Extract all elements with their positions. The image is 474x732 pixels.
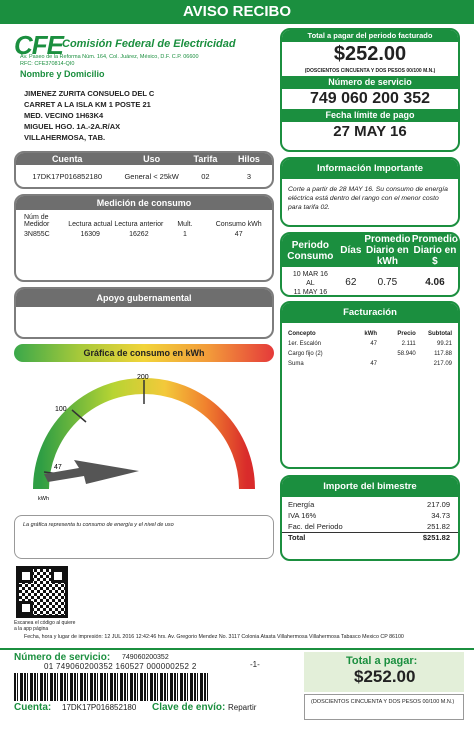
meter-header: Núm de Medidor xyxy=(24,214,50,228)
info-box xyxy=(280,157,460,227)
table-row: Energía 217.09 xyxy=(288,500,450,509)
address-section-title: Nombre y Domicilio xyxy=(20,69,105,79)
table-row: Suma 47 217.09 xyxy=(288,361,452,367)
header-bar xyxy=(0,0,474,24)
total-amount: $252.00 xyxy=(333,43,407,65)
period-amount-title: Importe del bimestre xyxy=(282,477,458,497)
footer-send-value: Repartir xyxy=(228,703,257,712)
avg-money-value: 4.06 xyxy=(425,276,445,288)
page-number: -1- xyxy=(250,660,260,669)
billing-box xyxy=(280,301,460,469)
summary-box xyxy=(280,28,460,152)
gauge-unit: kWh xyxy=(38,496,49,502)
footer-total-label: Total a pagar: xyxy=(346,655,418,667)
use-value: General < 25kW xyxy=(124,171,179,181)
table-row: Cargo fijo (2) 58.940 117.88 xyxy=(288,351,452,357)
table-row: Fac. del Periodo 251.82 xyxy=(288,521,450,531)
table-row: 1er. Escalón 47 2.111 99.21 xyxy=(288,341,452,347)
qr-caption: Escanea el código al quiere a la app página xyxy=(14,620,76,632)
avg-kwh-header: Promedio Diario en kWh xyxy=(364,234,411,267)
current-reading-value: 16309 xyxy=(80,230,100,238)
footer-total-words: (DOSCIENTOS CINCUENTA Y DOS PESOS 00/100 M.N.) xyxy=(311,699,455,705)
customer-line: CARRET A LA ISLA KM 1 POSTE 21 xyxy=(24,100,151,109)
consumption-header: Consumo kWh xyxy=(215,221,262,228)
info-text: Corte a partir de 28 MAY 16. Su consumo de energía eléctrica está dentro del rango con el menor costo para tarifa 02. xyxy=(288,186,448,211)
tariff-value: 02 xyxy=(201,171,210,181)
print-note: Fecha, hora y lugar de impresión: 12 JUL 2016 12:42:46 hrs. Av. Gregorio Mendez No. 3117 Colonia Atasta Villahermosa Villahermosa Tabasco Mexico CP 86100 xyxy=(24,634,404,640)
service-label: Número de servicio xyxy=(282,76,458,89)
table-row: IVA 16% 34.73 xyxy=(288,511,450,520)
consumption-value: 47 xyxy=(234,230,243,238)
previous-reading-header: Lectura anterior xyxy=(114,221,164,228)
company-rfc: RFC: CFE370814-QI0 xyxy=(20,61,75,67)
table-row: Total $251.82 xyxy=(282,532,458,543)
measurement-title: Medición de consumo xyxy=(16,196,272,210)
billing-title: Facturación xyxy=(282,303,458,323)
wires-value: 3 xyxy=(246,171,252,181)
gauge-note: La gráfica representa tu consumo de energía y el nivel de uso xyxy=(23,522,174,528)
due-label: Fecha límite de pago xyxy=(282,109,458,122)
period-box xyxy=(280,232,460,297)
account-header: Cuenta xyxy=(51,154,83,164)
barcode xyxy=(14,673,210,701)
price-header: Precio xyxy=(397,331,416,337)
period-end: 11 MAY 16 xyxy=(293,289,328,296)
period-to: AL xyxy=(306,280,315,287)
customer-line: VILLAHERMOSA, TAB. xyxy=(24,133,106,142)
service-number: 749 060 200 352 xyxy=(309,90,431,107)
customer-line: JIMENEZ ZURITA CONSUELO DEL C xyxy=(24,89,155,98)
subtotal-header: Subtotal xyxy=(428,331,452,337)
customer-line: MED. VECINO 1H63K4 xyxy=(24,111,104,120)
current-reading-header: Lectura actual xyxy=(68,221,113,228)
account-value: 17DK17P016852180 xyxy=(32,171,103,181)
footer-words-box xyxy=(304,694,464,720)
company-address: Av. Paseo de la Reforma Núm. 164, Col. Juárez, México, D.F. C.P. 06600 xyxy=(20,54,199,60)
previous-reading-value: 16262 xyxy=(129,230,149,238)
consumption-gauge xyxy=(14,344,274,512)
footer-send-label: Clave de envío: xyxy=(152,702,226,713)
info-title: Información Importante xyxy=(282,159,458,179)
gauge-label-100: 100 xyxy=(55,406,67,413)
tariff-header: Tarifa xyxy=(193,154,218,164)
footer-account-value: 17DK17P016852180 xyxy=(62,703,137,712)
footer-total-amount: $252.00 xyxy=(354,667,416,686)
kwh-header: kWh xyxy=(364,331,378,337)
avg-money-header: Promedio Diario en $ xyxy=(411,234,458,267)
support-box xyxy=(14,287,274,339)
period-header: Periodo Consumo xyxy=(287,239,334,262)
support-title: Apoyo gubernamental xyxy=(16,289,272,307)
days-header: Días xyxy=(340,245,362,256)
account-box xyxy=(14,151,274,189)
total-words: (DOSCIENTOS CINCUENTA Y DOS PESOS 00/100 M.N.) xyxy=(304,68,436,74)
gauge-note-box xyxy=(14,515,274,559)
footer-total-box xyxy=(304,652,464,692)
gauge-label-200: 200 xyxy=(137,374,149,381)
document-title: AVISO RECIBO xyxy=(182,3,292,20)
due-date: 27 MAY 16 xyxy=(333,123,407,140)
footer-account-label: Cuenta: xyxy=(14,702,52,713)
company-block xyxy=(14,30,276,78)
customer-line: MIGUEL HGO. 1A.-2A.R/AX xyxy=(24,122,121,131)
footer-service-label: Número de servicio: xyxy=(14,652,111,663)
period-start: 10 MAR 16 xyxy=(292,271,328,278)
use-header: Uso xyxy=(143,154,161,164)
mult-value: 1 xyxy=(182,230,187,238)
wires-header: Hilos xyxy=(237,154,260,164)
footer-service-number: 749060200352 xyxy=(122,654,169,661)
avg-kwh-value: 0.75 xyxy=(377,276,398,288)
concept-header: Concepto xyxy=(288,331,316,337)
measurement-box xyxy=(14,194,274,282)
gauge-svg xyxy=(14,364,274,514)
company-name: Comisión Federal de Electricidad xyxy=(62,38,236,50)
qr-code xyxy=(16,566,68,618)
period-amount-box xyxy=(280,475,460,561)
meter-value: 3N855C xyxy=(24,230,50,238)
gauge-label-47: 47 xyxy=(54,464,62,471)
total-label: Total a pagar del periodo facturado xyxy=(282,30,458,42)
days-value: 62 xyxy=(345,276,357,288)
mult-header: Mult. xyxy=(177,221,193,228)
gauge-title: Gráfica de consumo en kWh xyxy=(83,348,205,358)
cfe-logo: CFE xyxy=(14,30,63,60)
barcode-text: 01 749060200352 160527 000000252 2 xyxy=(44,662,197,671)
customer-address xyxy=(24,88,274,143)
